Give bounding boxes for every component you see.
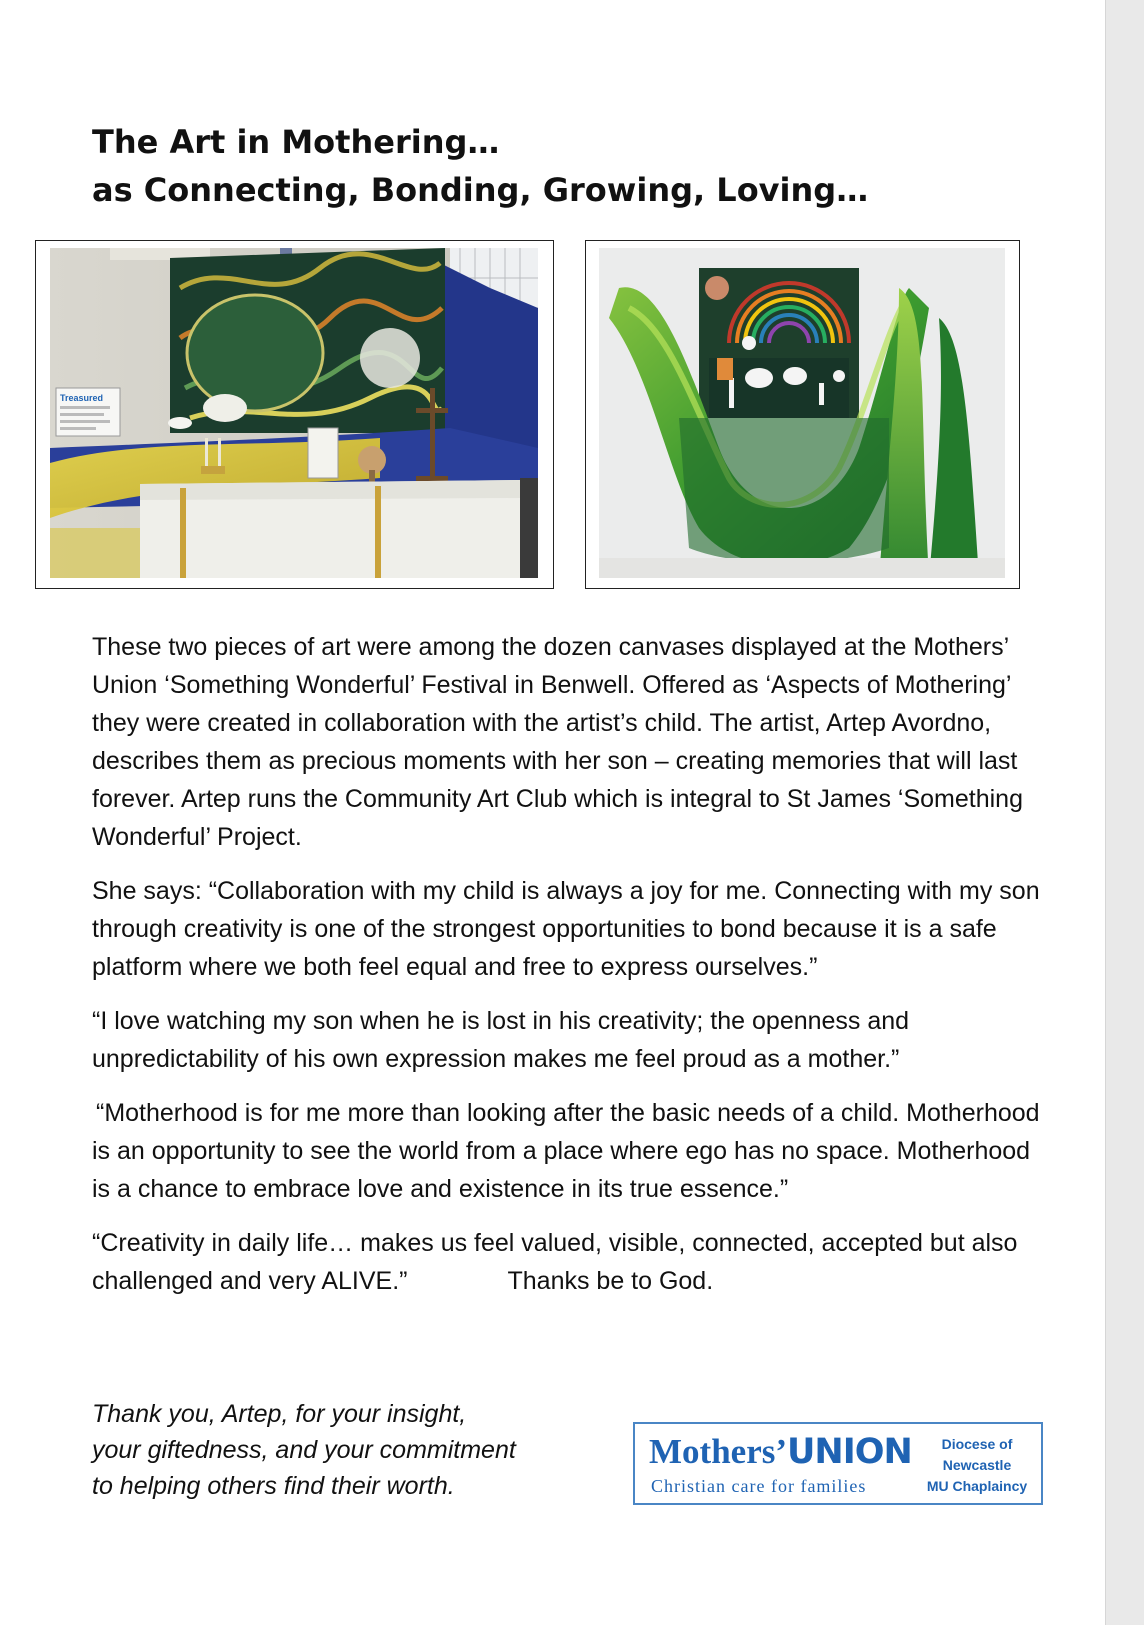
page-title — [92, 118, 868, 214]
paragraph-5 — [92, 1224, 1052, 1300]
closing-line-3: to helping others find their worth. — [92, 1472, 455, 1500]
title-line-2: as Connecting, Bonding, Growing, Loving… — [92, 171, 869, 209]
creativity-quote: “Creativity in daily life… makes us feel valued, visible, connected, accepted but also challenged and very ALIVE.” — [92, 1229, 1018, 1295]
logo-wordmark — [649, 1432, 912, 1474]
photo-altar-canvas — [35, 240, 554, 589]
thanks-be-to-god: Thanks be to God. — [507, 1267, 714, 1295]
paragraph-1: These two pieces of art were among the dozen canvases displayed at the Mothers’ Union ‘Something Wonderful’ Festival in Benwell. Offered as ‘Aspects of Mothering’ they were created in collaboration with the artist’s child. The artist, Artep Avordno, describes them as precious moments with her son – creating memories that will last forever. Artep runs the Community Art Club which is integral to St James ‘Something Wonderful’ Project. — [92, 633, 1023, 851]
green-drape-image — [599, 248, 1005, 578]
logo-word-mothers: Mothers’ — [649, 1432, 788, 1471]
paragraph-3: “I love watching my son when he is lost in his creativity; the openness and unpredictability of his own expression makes me feel proud as a mother.” — [92, 1007, 910, 1073]
logo-diocese — [923, 1434, 1031, 1497]
diocese-line-1: Diocese of — [941, 1436, 1013, 1452]
article-body — [92, 628, 1052, 1316]
sign-treasured-text: Treasured — [60, 393, 104, 403]
diocese-line-2: Newcastle — [942, 1457, 1012, 1473]
altar-canvas-image — [50, 248, 538, 578]
closing-line-2: your giftedness, and your commitment — [92, 1436, 516, 1464]
title-line-1: The Art in Mothering… — [92, 123, 500, 161]
closing-line-1: Thank you, Artep, for your insight, — [92, 1400, 467, 1428]
closing-thanks — [92, 1396, 612, 1504]
logo-word-union: UNION — [787, 1432, 912, 1472]
diocese-line-3: MU Chaplaincy — [926, 1478, 1028, 1494]
logo-tagline: Christian care for families — [651, 1476, 867, 1496]
page-edge — [1105, 0, 1144, 1625]
paragraph-2: She says: “Collaboration with my child is always a joy for me. Connecting with my son through creativity is one of the strongest opportunities to bond because it is a safe platform where we both feel equal and free to express ourselves.” — [92, 877, 1040, 981]
photo-green-drape-canvas — [585, 240, 1020, 589]
paragraph-4: “Motherhood is for me more than looking after the basic needs of a child. Motherhood is an opportunity to see the world from a place where ego has no space. Motherhood is a chance to embrace love and existence in its true essence.” — [92, 1099, 1040, 1203]
mothers-union-logo — [633, 1422, 1043, 1505]
